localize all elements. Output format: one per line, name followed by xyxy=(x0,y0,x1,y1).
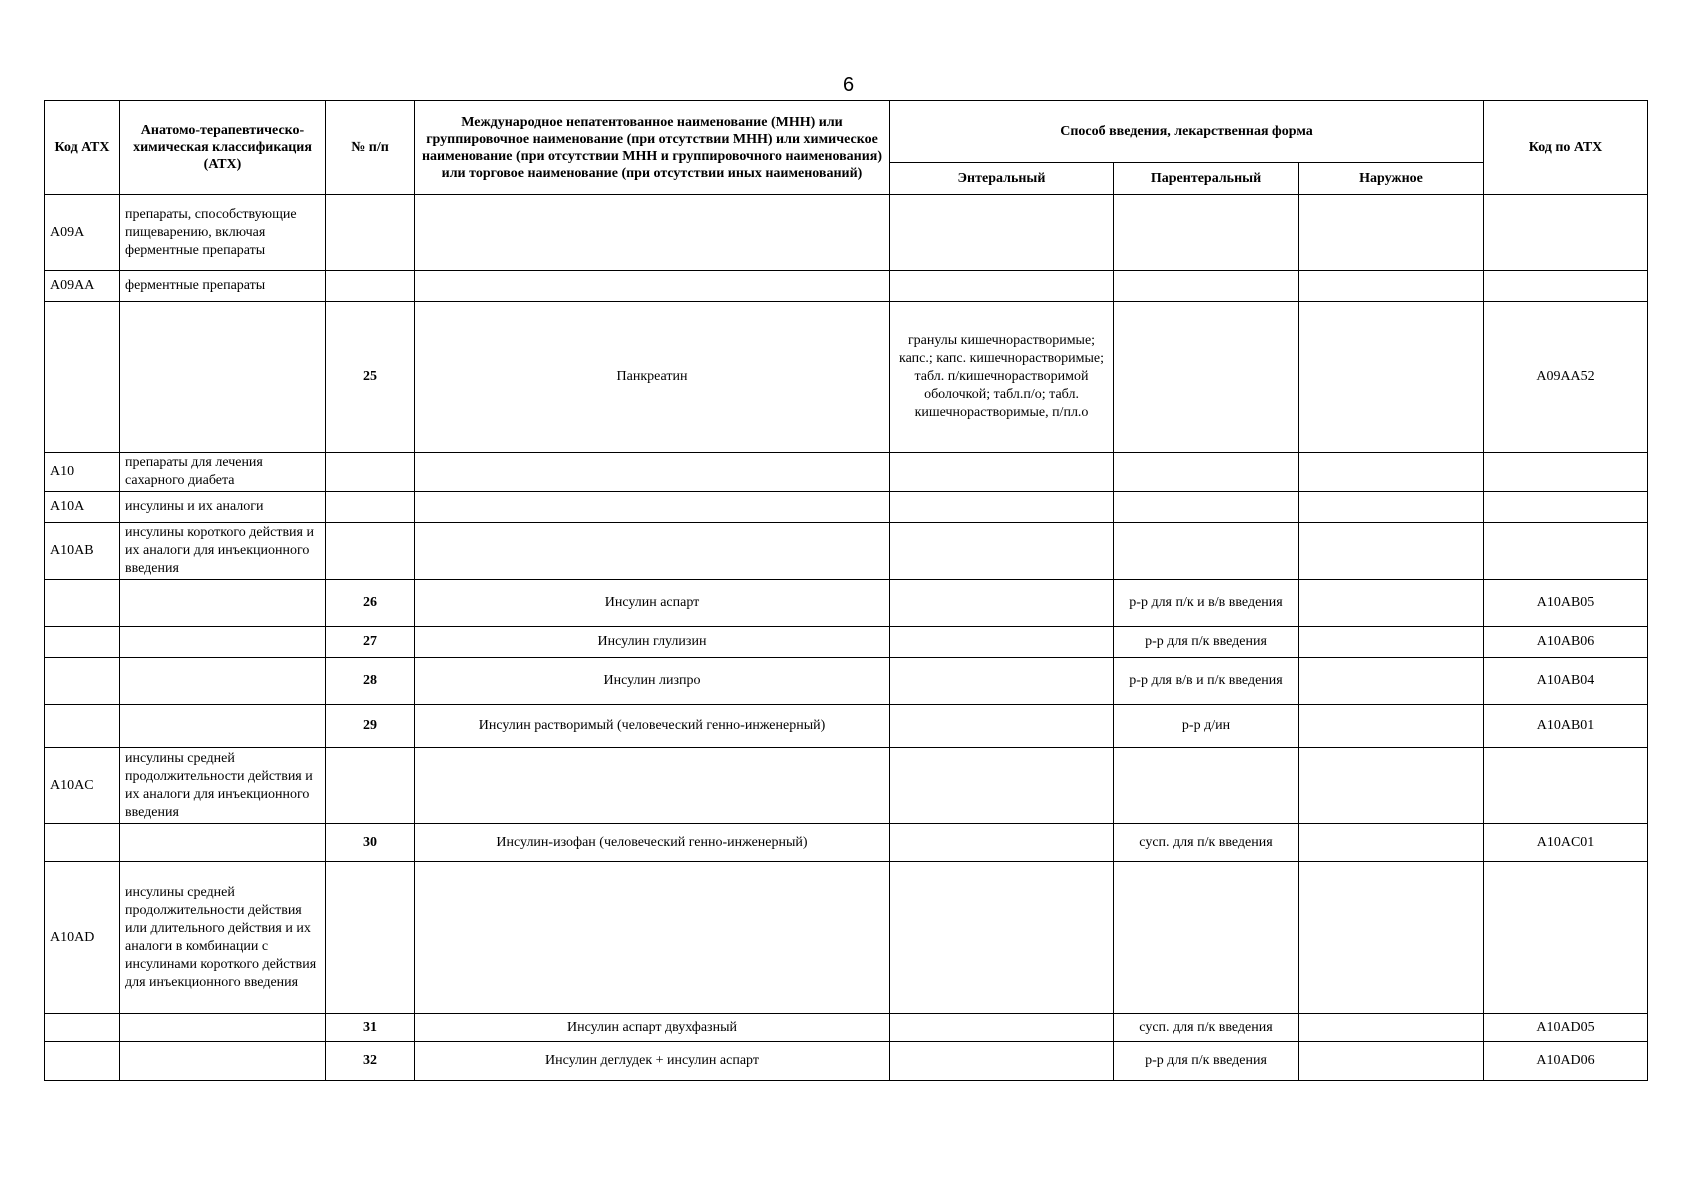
enteral-form xyxy=(890,523,1114,580)
header-number: № п/п xyxy=(326,101,415,195)
enteral-form xyxy=(890,705,1114,748)
atc-group-code: A10AC xyxy=(45,748,120,824)
atc-code-cell xyxy=(1484,492,1648,523)
atc-group-code: A10A xyxy=(45,492,120,523)
parenteral-form: р-р для п/к и в/в введения xyxy=(1114,580,1299,627)
table-row xyxy=(45,492,1648,523)
parenteral-form: сусп. для п/к введения xyxy=(1114,1014,1299,1042)
atc-group-code: A10 xyxy=(45,453,120,492)
drug-name xyxy=(415,453,890,492)
atc-group-code xyxy=(45,627,120,658)
item-number: 29 xyxy=(326,705,415,748)
atc-group-classification xyxy=(120,824,326,862)
drug-name: Инсулин аспарт двухфазный xyxy=(415,1014,890,1042)
parenteral-form: р-р д/ин xyxy=(1114,705,1299,748)
atc-group-classification xyxy=(120,580,326,627)
enteral-form xyxy=(890,492,1114,523)
item-number: 30 xyxy=(326,824,415,862)
header-classification: Анатомо-терапевтическо-химическая классификация (АТХ) xyxy=(120,101,326,195)
atc-code-cell xyxy=(1484,862,1648,1014)
atc-group-code xyxy=(45,1042,120,1081)
external-form xyxy=(1299,748,1484,824)
enteral-form xyxy=(890,1042,1114,1081)
external-form xyxy=(1299,1042,1484,1081)
item-number: 28 xyxy=(326,658,415,705)
parenteral-form xyxy=(1114,523,1299,580)
parenteral-form xyxy=(1114,195,1299,271)
table-row xyxy=(45,658,1648,705)
item-number xyxy=(326,195,415,271)
parenteral-form: р-р для в/в и п/к введения xyxy=(1114,658,1299,705)
atc-group-classification: инсулины и их аналоги xyxy=(120,492,326,523)
external-form xyxy=(1299,271,1484,302)
enteral-form: гранулы кишечнорастворимые; капс.; капс. кишечнорастворимые; табл. п/кишечнорастворимой оболочкой; табл.п/о; табл. кишечнорастворимые, п/пл.о xyxy=(890,302,1114,453)
drug-name xyxy=(415,862,890,1014)
table-row xyxy=(45,453,1648,492)
drug-name xyxy=(415,492,890,523)
external-form xyxy=(1299,705,1484,748)
enteral-form xyxy=(890,627,1114,658)
atc-group-classification: ферментные препараты xyxy=(120,271,326,302)
atc-group-code xyxy=(45,302,120,453)
enteral-form xyxy=(890,580,1114,627)
enteral-form xyxy=(890,1014,1114,1042)
drug-name: Инсулин глулизин xyxy=(415,627,890,658)
external-form xyxy=(1299,627,1484,658)
drug-name: Инсулин деглудек + инсулин аспарт xyxy=(415,1042,890,1081)
enteral-form xyxy=(890,453,1114,492)
header-enteral: Энтеральный xyxy=(890,163,1114,195)
parenteral-form xyxy=(1114,748,1299,824)
atc-group-code: A10AD xyxy=(45,862,120,1014)
external-form xyxy=(1299,523,1484,580)
atc-group-code: A10AB xyxy=(45,523,120,580)
atc-code-cell: A10AC01 xyxy=(1484,824,1648,862)
atc-group-classification xyxy=(120,1042,326,1081)
table-row xyxy=(45,705,1648,748)
atc-code-cell xyxy=(1484,453,1648,492)
table-header xyxy=(45,101,1648,195)
enteral-form xyxy=(890,195,1114,271)
atc-group-classification xyxy=(120,302,326,453)
parenteral-form xyxy=(1114,453,1299,492)
header-name: Международное непатентованное наименование (МНН) или группировочное наименование (при отсутствии МНН) или химическое наименование (при отсутствии МНН и группировочного наименования) или торговое наименование (при отсутствии иных наименований) xyxy=(415,101,890,195)
parenteral-form: р-р для п/к введения xyxy=(1114,627,1299,658)
table-row xyxy=(45,1042,1648,1081)
table-row xyxy=(45,1014,1648,1042)
atc-group-code xyxy=(45,705,120,748)
drug-name: Инсулин растворимый (человеческий генно-инженерный) xyxy=(415,705,890,748)
parenteral-form: сусп. для п/к введения xyxy=(1114,824,1299,862)
external-form xyxy=(1299,862,1484,1014)
table-body xyxy=(45,195,1648,1081)
external-form xyxy=(1299,453,1484,492)
item-number xyxy=(326,748,415,824)
table-row xyxy=(45,195,1648,271)
drug-name xyxy=(415,271,890,302)
atc-code-cell xyxy=(1484,523,1648,580)
atc-group-classification xyxy=(120,1014,326,1042)
header-route: Способ введения, лекарственная форма xyxy=(890,101,1484,163)
atc-group-classification: инсулины средней продолжительности действия или длительного действия и их аналоги в комбинации с инсулинами короткого действия для инъекционного введения xyxy=(120,862,326,1014)
external-form xyxy=(1299,492,1484,523)
header-external: Наружное xyxy=(1299,163,1484,195)
item-number xyxy=(326,862,415,1014)
header-parenteral: Парентеральный xyxy=(1114,163,1299,195)
table-row xyxy=(45,523,1648,580)
enteral-form xyxy=(890,658,1114,705)
external-form xyxy=(1299,580,1484,627)
drug-name: Инсулин-изофан (человеческий генно-инженерный) xyxy=(415,824,890,862)
atc-code-cell: A10AD05 xyxy=(1484,1014,1648,1042)
atc-code-cell: A10AB05 xyxy=(1484,580,1648,627)
parenteral-form xyxy=(1114,302,1299,453)
atc-group-code xyxy=(45,1014,120,1042)
item-number xyxy=(326,271,415,302)
drug-name xyxy=(415,523,890,580)
page-number: 6 xyxy=(842,74,855,96)
atc-group-classification: инсулины короткого действия и их аналоги для инъекционного введения xyxy=(120,523,326,580)
enteral-form xyxy=(890,748,1114,824)
item-number xyxy=(326,523,415,580)
header-atc-code: Код по АТХ xyxy=(1484,101,1648,195)
atc-code-cell xyxy=(1484,195,1648,271)
item-number: 32 xyxy=(326,1042,415,1081)
atc-group-code xyxy=(45,658,120,705)
enteral-form xyxy=(890,862,1114,1014)
parenteral-form xyxy=(1114,862,1299,1014)
table-row xyxy=(45,271,1648,302)
item-number xyxy=(326,453,415,492)
atc-group-code xyxy=(45,580,120,627)
parenteral-form xyxy=(1114,492,1299,523)
item-number xyxy=(326,492,415,523)
external-form xyxy=(1299,195,1484,271)
external-form xyxy=(1299,302,1484,453)
header-code: Код АТХ xyxy=(45,101,120,195)
table-row xyxy=(45,580,1648,627)
atc-group-code: A09AA xyxy=(45,271,120,302)
atc-code-cell xyxy=(1484,748,1648,824)
atc-code-cell: A09AA52 xyxy=(1484,302,1648,453)
atc-group-classification xyxy=(120,658,326,705)
atc-group-code xyxy=(45,824,120,862)
item-number: 27 xyxy=(326,627,415,658)
table-row xyxy=(45,862,1648,1014)
table-row xyxy=(45,824,1648,862)
atc-group-code: A09A xyxy=(45,195,120,271)
parenteral-form xyxy=(1114,271,1299,302)
drug-name: Инсулин аспарт xyxy=(415,580,890,627)
atc-group-classification: препараты для лечения сахарного диабета xyxy=(120,453,326,492)
atc-group-classification: инсулины средней продолжительности действия и их аналоги для инъекционного введения xyxy=(120,748,326,824)
enteral-form xyxy=(890,824,1114,862)
drug-name xyxy=(415,748,890,824)
drug-name: Инсулин лизпро xyxy=(415,658,890,705)
parenteral-form: р-р для п/к введения xyxy=(1114,1042,1299,1081)
table-row xyxy=(45,627,1648,658)
external-form xyxy=(1299,658,1484,705)
item-number: 26 xyxy=(326,580,415,627)
atc-code-cell xyxy=(1484,271,1648,302)
atc-code-cell: A10AD06 xyxy=(1484,1042,1648,1081)
drug-name: Панкреатин xyxy=(415,302,890,453)
atc-code-cell: A10AB01 xyxy=(1484,705,1648,748)
atc-group-classification xyxy=(120,705,326,748)
atc-group-classification xyxy=(120,627,326,658)
atc-group-classification: препараты, способствующие пищеварению, включая ферментные препараты xyxy=(120,195,326,271)
drug-list-table xyxy=(44,100,1648,1081)
item-number: 25 xyxy=(326,302,415,453)
item-number: 31 xyxy=(326,1014,415,1042)
drug-name xyxy=(415,195,890,271)
enteral-form xyxy=(890,271,1114,302)
atc-code-cell: A10AB06 xyxy=(1484,627,1648,658)
atc-code-cell: A10AB04 xyxy=(1484,658,1648,705)
table-row xyxy=(45,302,1648,453)
external-form xyxy=(1299,824,1484,862)
table-row xyxy=(45,748,1648,824)
external-form xyxy=(1299,1014,1484,1042)
